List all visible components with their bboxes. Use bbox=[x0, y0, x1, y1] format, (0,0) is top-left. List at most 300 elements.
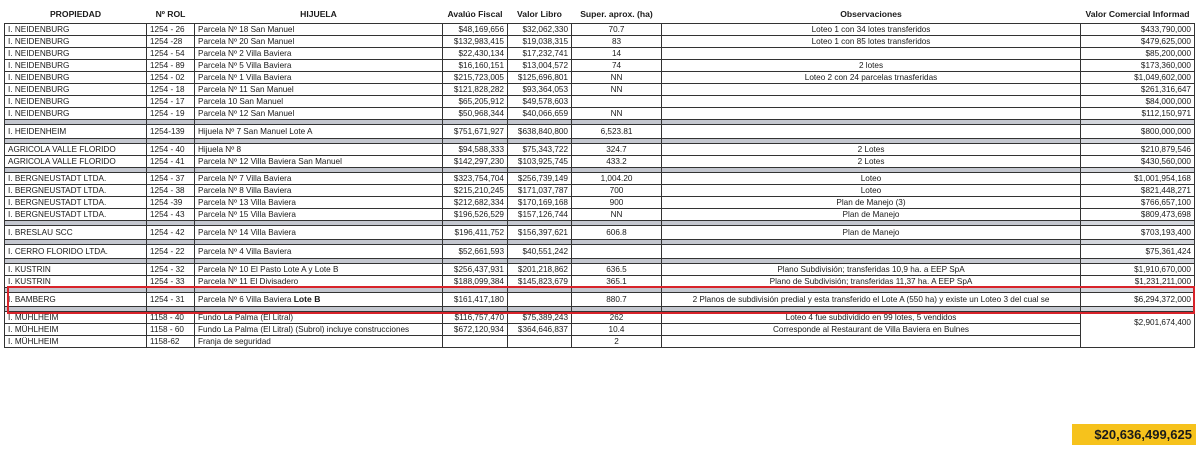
avaluo-cell-text: $132,983,415 bbox=[453, 37, 504, 46]
superficie-cell-text: 433.2 bbox=[606, 157, 627, 166]
hijuela-cell bbox=[195, 185, 443, 197]
avaluo-cell bbox=[443, 108, 508, 120]
rol-cell-text: 1254 - 41 bbox=[150, 157, 185, 166]
rol-cell bbox=[147, 185, 195, 197]
table-row bbox=[5, 185, 1195, 197]
superficie-cell-text: 262 bbox=[609, 313, 624, 322]
valor-libro-cell-text: $256,739,149 bbox=[517, 174, 568, 183]
valor-comercial-cell-text: $173,360,000 bbox=[1140, 61, 1191, 70]
valor-libro-cell bbox=[508, 293, 572, 307]
superficie-cell bbox=[572, 173, 662, 185]
rol-cell bbox=[147, 173, 195, 185]
rol-cell-text: 1254 - 31 bbox=[150, 295, 185, 304]
avaluo-cell-text: $215,723,005 bbox=[453, 73, 504, 82]
observaciones-cell bbox=[662, 72, 1081, 84]
observaciones-cell bbox=[662, 144, 1081, 156]
rol-cell bbox=[147, 144, 195, 156]
observaciones-cell-text: Loteo 1 con 34 lotes transferidos bbox=[811, 25, 931, 34]
avaluo-cell bbox=[443, 324, 508, 336]
avaluo-cell-text: $672,120,934 bbox=[453, 325, 504, 334]
rol-cell bbox=[147, 36, 195, 48]
valor-libro-cell-text: $17,232,741 bbox=[522, 49, 568, 58]
valor-comercial-cell bbox=[1081, 197, 1195, 209]
avaluo-cell bbox=[443, 144, 508, 156]
rol-cell bbox=[147, 245, 195, 259]
property-name-cell bbox=[5, 185, 147, 197]
rol-cell-text: 1254 - 17 bbox=[150, 97, 185, 106]
property-name-cell-text: I. BERGNEUSTADT LTDA. bbox=[8, 186, 107, 195]
table-row bbox=[5, 24, 1195, 36]
superficie-cell-text: NN bbox=[610, 85, 623, 94]
avaluo-cell-text: $22,430,134 bbox=[458, 49, 504, 58]
superficie-cell bbox=[572, 60, 662, 72]
property-name-cell bbox=[5, 312, 147, 324]
valor-libro-cell bbox=[508, 156, 572, 168]
valor-libro-cell bbox=[508, 108, 572, 120]
hijuela-cell-text: Parcela Nº 6 Villa Baviera bbox=[198, 295, 292, 304]
superficie-cell bbox=[572, 24, 662, 36]
col-header-superficie: Super. aprox. (ha) bbox=[580, 9, 653, 19]
hijuela-cell-text: Parcela 10 San Manuel bbox=[198, 97, 284, 106]
superficie-cell bbox=[572, 108, 662, 120]
observaciones-cell bbox=[662, 108, 1081, 120]
valor-libro-cell bbox=[508, 264, 572, 276]
property-name-cell-text: I. NEIDENBURG bbox=[8, 109, 70, 118]
rol-cell bbox=[147, 125, 195, 139]
valor-comercial-cell-text: $1,049,602,000 bbox=[1134, 73, 1191, 82]
valor-libro-cell bbox=[508, 60, 572, 72]
observaciones-cell bbox=[662, 24, 1081, 36]
property-name-cell bbox=[5, 173, 147, 185]
superficie-cell-text: 365.1 bbox=[606, 277, 627, 286]
hijuela-cell bbox=[195, 156, 443, 168]
hijuela-cell bbox=[195, 264, 443, 276]
table-row bbox=[5, 96, 1195, 108]
avaluo-cell-text: $215,210,245 bbox=[453, 186, 504, 195]
avaluo-cell-text: $161,417,180 bbox=[453, 295, 504, 304]
valor-comercial-cell bbox=[1081, 48, 1195, 60]
property-name-cell bbox=[5, 72, 147, 84]
valor-libro-cell bbox=[508, 226, 572, 240]
property-name-cell bbox=[5, 209, 147, 221]
avaluo-cell-text: $94,588,333 bbox=[458, 145, 504, 154]
property-name-cell-text: I. CERRO FLORIDO LTDA. bbox=[8, 247, 108, 256]
valor-libro-cell bbox=[508, 125, 572, 139]
observaciones-cell-text: 2 Planos de subdivisión predial y esta transferido el Lote A (550 ha) y existe un Loteo 3 del cual se bbox=[692, 295, 1050, 304]
table-row bbox=[5, 144, 1195, 156]
avaluo-cell-text: $50,968,344 bbox=[458, 109, 504, 118]
table-row bbox=[5, 245, 1195, 259]
valor-comercial-cell-text: $84,000,000 bbox=[1145, 97, 1191, 106]
superficie-cell bbox=[572, 264, 662, 276]
valor-libro-cell-text: $156,397,621 bbox=[517, 228, 568, 237]
superficie-cell bbox=[572, 276, 662, 288]
hijuela-cell bbox=[195, 293, 443, 307]
avaluo-cell-text: $256,437,931 bbox=[453, 265, 504, 274]
avaluo-cell bbox=[443, 156, 508, 168]
property-name-cell-text: AGRICOLA VALLE FLORIDO bbox=[8, 157, 116, 166]
hijuela-cell-text: Parcela Nº 20 San Manuel bbox=[198, 37, 295, 46]
property-name-cell-text: I. NEIDENBURG bbox=[8, 73, 70, 82]
hijuela-cell bbox=[195, 144, 443, 156]
property-name-cell bbox=[5, 60, 147, 72]
avaluo-cell bbox=[443, 84, 508, 96]
valor-libro-cell bbox=[508, 48, 572, 60]
observaciones-cell bbox=[662, 209, 1081, 221]
hijuela-cell bbox=[195, 209, 443, 221]
hijuela-cell-text: Fundo La Palma (El Litral) (Subrol) incluye construcciones bbox=[198, 325, 410, 334]
rol-cell-text: 1254 - 33 bbox=[150, 277, 185, 286]
valor-comercial-cell bbox=[1081, 84, 1195, 96]
rol-cell bbox=[147, 336, 195, 348]
table-row bbox=[5, 108, 1195, 120]
valor-libro-cell-text: $75,389,243 bbox=[522, 313, 568, 322]
hijuela-cell-text: Parcela Nº 2 Villa Baviera bbox=[198, 49, 292, 58]
rol-cell-text: 1158-62 bbox=[150, 337, 180, 346]
rol-cell-text: 1254 - 02 bbox=[150, 73, 185, 82]
col-header-propiedad: PROPIEDAD bbox=[49, 9, 102, 19]
valor-libro-cell-text: $32,062,330 bbox=[522, 25, 568, 34]
avaluo-cell bbox=[443, 60, 508, 72]
observaciones-cell bbox=[662, 173, 1081, 185]
property-name-cell-text: I. BERGNEUSTADT LTDA. bbox=[8, 174, 107, 183]
valor-comercial-cell bbox=[1081, 185, 1195, 197]
avaluo-cell-text: $121,828,282 bbox=[453, 85, 504, 94]
avaluo-cell-text: $188,099,384 bbox=[453, 277, 504, 286]
valor-libro-cell bbox=[508, 336, 572, 348]
avaluo-cell bbox=[443, 276, 508, 288]
hijuela-cell bbox=[195, 84, 443, 96]
valor-libro-cell bbox=[508, 312, 572, 324]
valor-libro-cell-text: $145,823,679 bbox=[517, 277, 568, 286]
hijuela-cell bbox=[195, 197, 443, 209]
table-row bbox=[5, 125, 1195, 139]
observaciones-cell bbox=[662, 226, 1081, 240]
valor-comercial-cell bbox=[1081, 24, 1195, 36]
superficie-cell bbox=[572, 48, 662, 60]
superficie-cell-text: 70.7 bbox=[608, 25, 625, 34]
rol-cell bbox=[147, 209, 195, 221]
valor-libro-cell bbox=[508, 276, 572, 288]
valor-comercial-cell-text: $112,150,971 bbox=[1141, 109, 1191, 118]
hijuela-cell-text: Parcela Nº 10 El Pasto Lote A y Lote B bbox=[198, 265, 339, 274]
superficie-cell bbox=[572, 36, 662, 48]
rol-cell-text: 1254 - 89 bbox=[150, 61, 185, 70]
table-row bbox=[5, 276, 1195, 288]
superficie-cell-text: NN bbox=[610, 109, 623, 118]
superficie-cell bbox=[572, 312, 662, 324]
valor-libro-cell bbox=[508, 173, 572, 185]
avaluo-cell bbox=[443, 264, 508, 276]
avaluo-cell-text: $16,160,151 bbox=[458, 61, 504, 70]
hijuela-cell bbox=[195, 173, 443, 185]
valor-libro-cell-text: $638,840,800 bbox=[517, 127, 568, 136]
rol-cell-text: 1254 -39 bbox=[150, 198, 183, 207]
valor-comercial-cell-text: $85,200,000 bbox=[1145, 49, 1191, 58]
table-row bbox=[5, 197, 1195, 209]
hijuela-cell-text: Parcela Nº 13 Villa Baviera bbox=[198, 198, 296, 207]
hijuela-cell-text: Parcela Nº 11 San Manuel bbox=[198, 85, 294, 94]
rol-cell bbox=[147, 264, 195, 276]
valor-libro-cell bbox=[508, 24, 572, 36]
valor-comercial-cell-text: $800,000,000 bbox=[1140, 127, 1191, 136]
hijuela-cell-text: Parcela Nº 4 Villa Baviera bbox=[198, 247, 292, 256]
superficie-cell bbox=[572, 72, 662, 84]
rol-cell-text: 1254 - 43 bbox=[150, 210, 185, 219]
valor-libro-cell-text: $103,925,745 bbox=[517, 157, 568, 166]
property-table-body bbox=[5, 24, 1195, 348]
superficie-cell-text: NN bbox=[610, 73, 623, 82]
property-name-cell bbox=[5, 84, 147, 96]
rol-cell bbox=[147, 156, 195, 168]
observaciones-cell bbox=[662, 245, 1081, 259]
hijuela-cell-text: Parcela Nº 18 San Manuel bbox=[198, 25, 295, 34]
avaluo-cell bbox=[443, 293, 508, 307]
superficie-cell bbox=[572, 226, 662, 240]
observaciones-cell bbox=[662, 36, 1081, 48]
valor-libro-cell-text: $201,218,862 bbox=[517, 265, 568, 274]
rol-cell bbox=[147, 226, 195, 240]
valor-comercial-cell-text: $809,473,698 bbox=[1140, 210, 1191, 219]
avaluo-cell bbox=[443, 209, 508, 221]
hijuela-cell-text: Franja de seguridad bbox=[198, 337, 271, 346]
hijuela-cell-text: Parcela Nº 1 Villa Baviera bbox=[198, 73, 292, 82]
superficie-cell bbox=[572, 185, 662, 197]
observaciones-cell bbox=[662, 60, 1081, 72]
valor-comercial-cell bbox=[1081, 156, 1195, 168]
total-value: $20,636,499,625 bbox=[1072, 424, 1196, 445]
superficie-cell-text: NN bbox=[610, 210, 623, 219]
property-name-cell-text: I. BERGNEUSTADT LTDA. bbox=[8, 210, 107, 219]
table-row bbox=[5, 226, 1195, 240]
superficie-cell bbox=[572, 156, 662, 168]
valor-libro-cell-text: $171,037,787 bbox=[517, 186, 568, 195]
property-name-cell bbox=[5, 293, 147, 307]
property-name-cell-text: I. NEIDENBURG bbox=[8, 97, 70, 106]
rol-cell bbox=[147, 197, 195, 209]
superficie-cell bbox=[572, 293, 662, 307]
rol-cell bbox=[147, 48, 195, 60]
superficie-cell bbox=[572, 209, 662, 221]
col-header-rol: Nº ROL bbox=[155, 9, 186, 19]
observaciones-cell-text: Corresponde al Restaurant de Villa Baviera en Bulnes bbox=[772, 325, 969, 334]
hijuela-cell bbox=[195, 312, 443, 324]
superficie-cell bbox=[572, 197, 662, 209]
table-row bbox=[5, 60, 1195, 72]
observaciones-cell bbox=[662, 276, 1081, 288]
property-name-cell-text: I. MÜHLHEIM bbox=[8, 313, 59, 322]
col-header-observaciones: Observaciones bbox=[840, 9, 902, 19]
observaciones-cell-text: Loteo bbox=[860, 174, 882, 183]
property-name-cell-text: I. NEIDENBURG bbox=[8, 25, 70, 34]
valor-libro-cell-text: $40,066,659 bbox=[522, 109, 568, 118]
hijuela-cell bbox=[195, 36, 443, 48]
observaciones-cell bbox=[662, 197, 1081, 209]
observaciones-cell bbox=[662, 293, 1081, 307]
avaluo-cell bbox=[443, 185, 508, 197]
observaciones-cell bbox=[662, 264, 1081, 276]
valor-libro-cell bbox=[508, 36, 572, 48]
property-name-cell-text: I. NEIDENBURG bbox=[8, 85, 70, 94]
table-row bbox=[5, 324, 1195, 336]
valor-comercial-cell bbox=[1081, 125, 1195, 139]
valor-comercial-cell bbox=[1081, 245, 1195, 259]
valor-comercial-cell-text: $6,294,372,000 bbox=[1134, 295, 1191, 304]
hijuela-cell bbox=[195, 245, 443, 259]
property-name-cell-text: I. NEIDENBURG bbox=[8, 61, 70, 70]
valor-comercial-cell-text: $766,657,100 bbox=[1140, 198, 1191, 207]
hijuela-cell-text: Parcela Nº 7 Villa Baviera bbox=[198, 174, 292, 183]
valor-libro-cell-text: $170,169,168 bbox=[517, 198, 568, 207]
observaciones-cell-text: Loteo 2 con 24 parcelas trnasferidas bbox=[804, 73, 938, 82]
col-header-avaluo: Avalúo Fiscal bbox=[447, 9, 503, 19]
observaciones-cell-text: Plan de Manejo bbox=[842, 228, 900, 237]
property-name-cell-text: I. BAMBERG bbox=[8, 295, 56, 304]
superficie-cell bbox=[572, 125, 662, 139]
rol-cell-text: 1158 - 40 bbox=[150, 313, 184, 322]
hijuela-cell bbox=[195, 324, 443, 336]
rol-cell-text: 1254 - 19 bbox=[150, 109, 185, 118]
property-table-sheet bbox=[4, 6, 1194, 348]
valor-comercial-cell-text: $703,193,400 bbox=[1140, 228, 1191, 237]
valor-comercial-cell bbox=[1081, 226, 1195, 240]
hijuela-cell bbox=[195, 24, 443, 36]
avaluo-cell bbox=[443, 173, 508, 185]
valor-comercial-cell-text: $2,901,674,400 bbox=[1134, 318, 1191, 327]
valor-comercial-cell-text: $430,560,000 bbox=[1140, 157, 1191, 166]
property-name-cell bbox=[5, 197, 147, 209]
property-name-cell-text: I. NEIDENBURG bbox=[8, 37, 70, 46]
avaluo-cell-text: $323,754,704 bbox=[453, 174, 504, 183]
observaciones-cell-text: 2 Lotes bbox=[857, 145, 885, 154]
superficie-cell-text: 83 bbox=[611, 37, 622, 46]
superficie-cell-text: 636.5 bbox=[606, 265, 627, 274]
avaluo-cell bbox=[443, 48, 508, 60]
valor-libro-cell-text: $75,343,722 bbox=[522, 145, 568, 154]
superficie-cell-text: 2 bbox=[614, 337, 619, 346]
avaluo-cell bbox=[443, 24, 508, 36]
property-name-cell-text: AGRICOLA VALLE FLORIDO bbox=[8, 145, 116, 154]
table-row bbox=[5, 84, 1195, 96]
rol-cell-text: 1254 - 38 bbox=[150, 186, 185, 195]
rol-cell-text: 1254 - 54 bbox=[150, 49, 185, 58]
observaciones-cell bbox=[662, 125, 1081, 139]
avaluo-cell-text: $65,205,912 bbox=[458, 97, 504, 106]
observaciones-cell bbox=[662, 48, 1081, 60]
avaluo-cell bbox=[443, 226, 508, 240]
hijuela-cell bbox=[195, 226, 443, 240]
hijuela-cell-text: Parcela Nº 5 Villa Baviera bbox=[198, 61, 292, 70]
hijuela-cell-text: Parcela Nº 14 Villa Baviera bbox=[198, 228, 296, 237]
valor-libro-cell-text: $157,126,744 bbox=[517, 210, 568, 219]
rol-cell bbox=[147, 293, 195, 307]
superficie-cell bbox=[572, 245, 662, 259]
col-header-valor-libro: Valor Libro bbox=[517, 9, 562, 19]
table-row bbox=[5, 312, 1195, 324]
hijuela-cell bbox=[195, 276, 443, 288]
rol-cell-text: 1254 - 22 bbox=[150, 247, 185, 256]
observaciones-cell bbox=[662, 96, 1081, 108]
valor-comercial-cell-text: $210,879,546 bbox=[1140, 145, 1191, 154]
hijuela-cell bbox=[195, 48, 443, 60]
avaluo-cell bbox=[443, 312, 508, 324]
valor-comercial-cell-text: $479,625,000 bbox=[1140, 37, 1191, 46]
avaluo-cell-text: $52,661,593 bbox=[458, 247, 504, 256]
valor-libro-cell-text: $49,578,603 bbox=[522, 97, 568, 106]
superficie-cell bbox=[572, 84, 662, 96]
superficie-cell-text: 324.7 bbox=[606, 145, 627, 154]
observaciones-cell-text: Loteo bbox=[860, 186, 882, 195]
valor-libro-cell bbox=[508, 324, 572, 336]
valor-libro-cell bbox=[508, 84, 572, 96]
valor-comercial-cell bbox=[1081, 173, 1195, 185]
superficie-cell-text: 14 bbox=[611, 49, 622, 58]
rol-cell bbox=[147, 324, 195, 336]
valor-comercial-cell bbox=[1081, 276, 1195, 288]
valor-comercial-cell bbox=[1081, 209, 1195, 221]
property-name-cell bbox=[5, 36, 147, 48]
valor-libro-cell-text: $19,038,315 bbox=[522, 37, 568, 46]
header-row bbox=[5, 6, 1195, 24]
rol-cell-text: 1254 - 32 bbox=[150, 265, 185, 274]
superficie-cell-text: 74 bbox=[611, 61, 622, 70]
superficie-cell-text: 880.7 bbox=[606, 295, 627, 304]
avaluo-cell-text: $142,297,230 bbox=[453, 157, 504, 166]
valor-libro-cell bbox=[508, 209, 572, 221]
avaluo-cell bbox=[443, 36, 508, 48]
property-name-cell-text: I. KUSTRIN bbox=[8, 277, 51, 286]
property-name-cell bbox=[5, 108, 147, 120]
hijuela-cell bbox=[195, 60, 443, 72]
avaluo-cell-text: $116,757,470 bbox=[454, 313, 504, 322]
rol-cell-text: 1158 - 60 bbox=[150, 325, 184, 334]
rol-cell bbox=[147, 72, 195, 84]
table-row bbox=[5, 48, 1195, 60]
hijuela-cell bbox=[195, 125, 443, 139]
valor-libro-cell-text: $40,551,242 bbox=[522, 247, 568, 256]
avaluo-cell bbox=[443, 72, 508, 84]
superficie-cell-text: 700 bbox=[609, 186, 624, 195]
avaluo-cell-text: $196,526,529 bbox=[453, 210, 504, 219]
table-row bbox=[5, 264, 1195, 276]
hijuela-cell-text: Hijuela Nº 8 bbox=[198, 145, 242, 154]
avaluo-cell bbox=[443, 245, 508, 259]
property-name-cell bbox=[5, 276, 147, 288]
hijuela-cell-text: Parcela Nº 15 Villa Baviera bbox=[198, 210, 296, 219]
table-row bbox=[5, 36, 1195, 48]
property-name-cell bbox=[5, 96, 147, 108]
valor-libro-cell-text: $93,364,053 bbox=[522, 85, 568, 94]
rol-cell-text: 1254 - 18 bbox=[150, 85, 185, 94]
property-name-cell-text: I. KUSTRIN bbox=[8, 265, 51, 274]
rol-cell-text: 1254 -28 bbox=[150, 37, 183, 46]
property-name-cell bbox=[5, 144, 147, 156]
valor-comercial-cell bbox=[1081, 293, 1195, 307]
property-name-cell bbox=[5, 336, 147, 348]
hijuela-cell-text: Parcela Nº 12 Villa Baviera San Manuel bbox=[198, 157, 342, 166]
observaciones-cell-text: Plano Subdivisión; transferidas 10,9 ha. a EEP SpA bbox=[777, 265, 965, 274]
table-row bbox=[5, 156, 1195, 168]
hijuela-cell bbox=[195, 336, 443, 348]
superficie-cell bbox=[572, 324, 662, 336]
property-name-cell bbox=[5, 156, 147, 168]
rol-cell-text: 1254 - 37 bbox=[150, 174, 185, 183]
avaluo-cell-text: $751,671,927 bbox=[453, 127, 504, 136]
valor-comercial-cell bbox=[1081, 36, 1195, 48]
superficie-cell-text: 10.4 bbox=[608, 325, 625, 334]
superficie-cell-text: 606.8 bbox=[606, 228, 627, 237]
valor-comercial-cell-text: $75,361,424 bbox=[1145, 247, 1191, 256]
